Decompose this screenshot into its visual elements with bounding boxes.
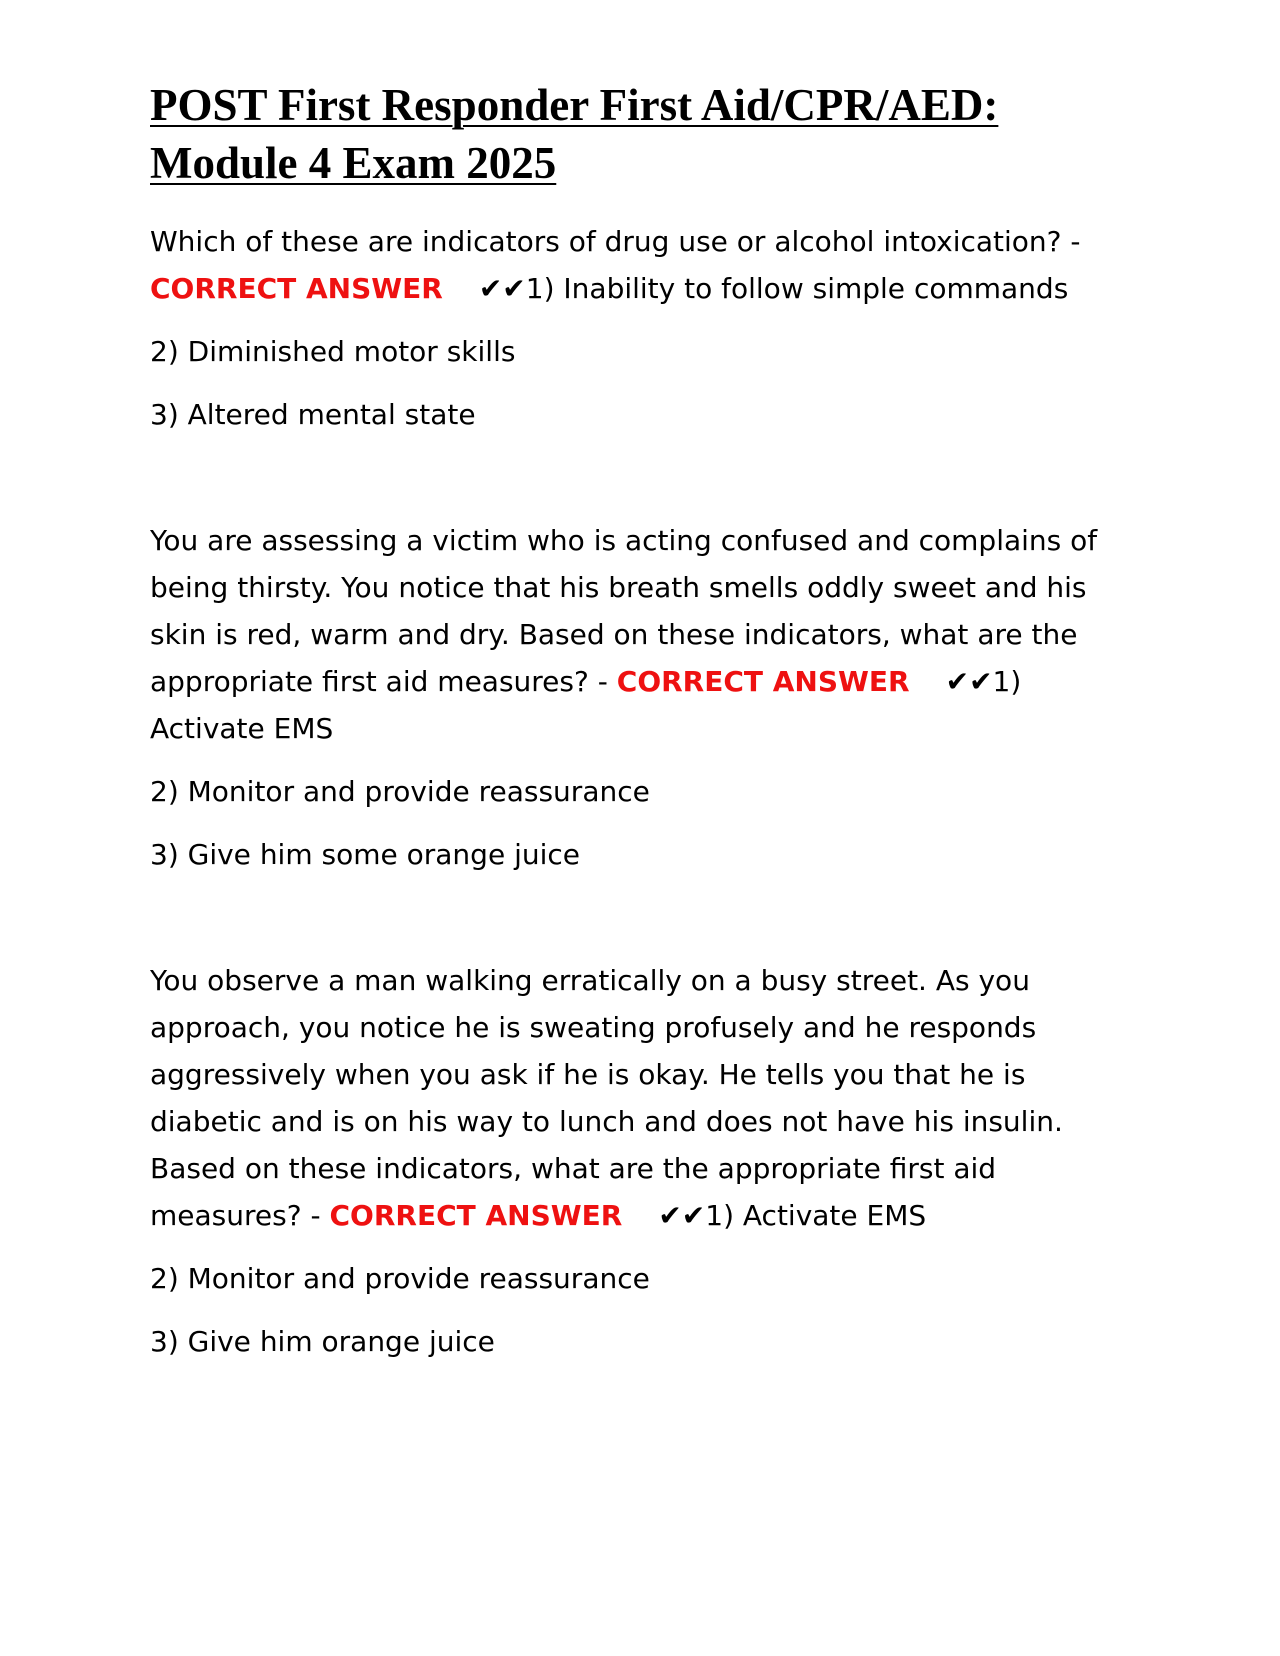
answer-item: 1) Inability to follow simple commands xyxy=(525,272,1069,305)
correct-answer-label: CORRECT ANSWER xyxy=(150,272,443,305)
document-content xyxy=(150,76,1130,1365)
question-text: You are assessing a victim who is acting confused and complains of being thirsty. You notice that his breath smells oddly sweet and his skin is red, warm and dry. Based on these indicators, what are the appropriate first aid measures? - xyxy=(150,524,1098,698)
checkmark-icon: ✔✔ xyxy=(658,1199,706,1232)
qa-block-2 xyxy=(150,517,1130,878)
checkmark-icon: ✔✔ xyxy=(945,665,993,698)
section-spacer xyxy=(150,878,1130,957)
document-title: POST First Responder First Aid/CPR/AED: Module 4 Exam 2025 xyxy=(150,80,999,188)
answer-item: 3) Give him some orange juice xyxy=(150,838,581,871)
question-text-block xyxy=(150,957,1130,1239)
answer-item: 2) Diminished motor skills xyxy=(150,335,516,368)
answer-item: 3) Altered mental state xyxy=(150,398,476,431)
answer-item: 2) Monitor and provide reassurance xyxy=(150,1262,650,1295)
answer-item: 1) Activate EMS xyxy=(150,665,1022,745)
checkmark-icon: ✔✔ xyxy=(478,272,526,305)
correct-answer-label: CORRECT ANSWER xyxy=(616,665,910,698)
answer-item: 3) Give him orange juice xyxy=(150,1325,495,1358)
answer-item: 2) Monitor and provide reassurance xyxy=(150,775,650,808)
qa-block-1 xyxy=(150,218,1130,438)
qa-block-3 xyxy=(150,957,1130,1365)
section-spacer xyxy=(150,438,1130,517)
correct-answer-label: CORRECT ANSWER xyxy=(329,1199,623,1232)
answer-item: 1) Activate EMS xyxy=(705,1199,927,1232)
question-text-block xyxy=(150,517,1130,752)
question-text: You observe a man walking erratically on a busy street. As you approach, you notice he is sweating profusely and he responds aggressively when you ask if he is okay. He tells you that he is diabetic and is on his way to lunch and does not have his insulin. Based on these indicators, what are the appropriate first aid measures? - xyxy=(150,964,1063,1232)
question-text: Which of these are indicators of drug use or alcohol intoxication? - xyxy=(150,225,1081,258)
question-text-block xyxy=(150,218,1130,312)
